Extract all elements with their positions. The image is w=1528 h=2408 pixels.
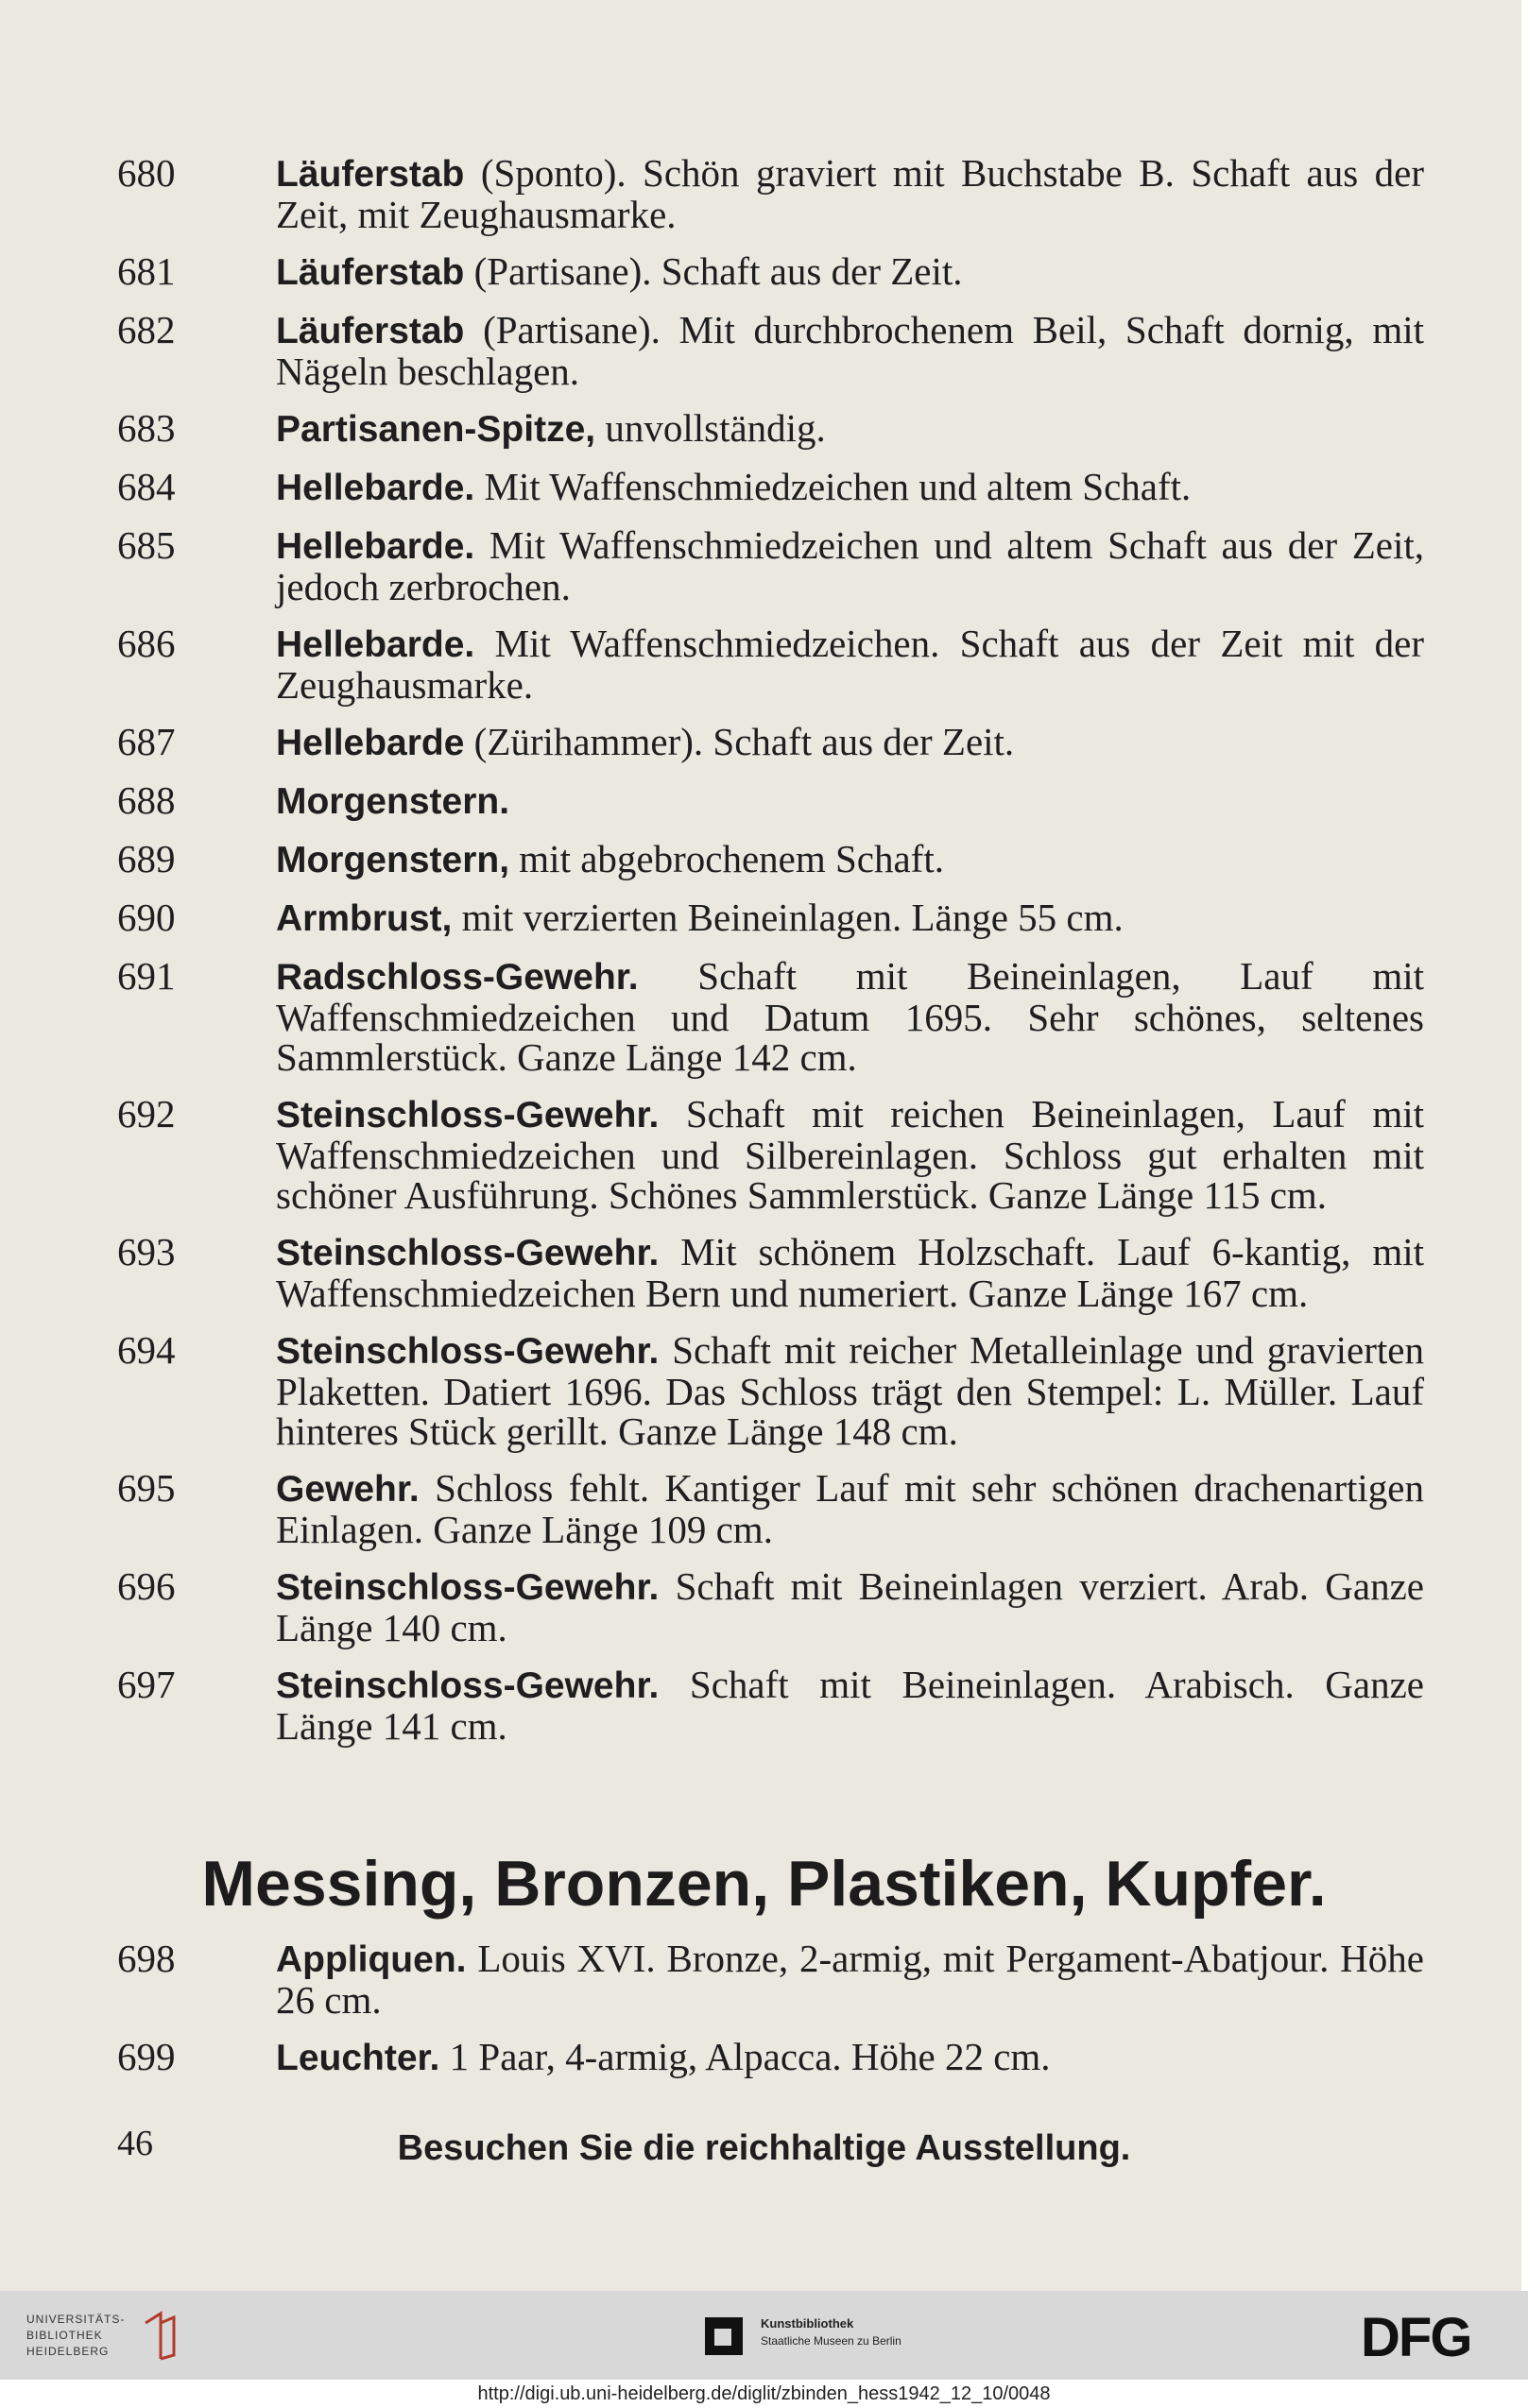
catalog-entry — [0, 467, 1528, 508]
entry-title: Hellebarde — [276, 723, 465, 763]
entry-title: Radschloss-Gewehr. — [276, 957, 639, 998]
catalog-entry — [0, 780, 1528, 822]
entry-description — [276, 251, 1424, 293]
entry-number: 690 — [117, 896, 176, 939]
entry-title: Steinschloss-Gewehr. — [276, 1665, 660, 1706]
entry-text: (Sponto). Schön graviert mit Buchstabe B. Schaft aus der Zeit, mit Zeughausmarke. — [276, 151, 1424, 236]
ub-line-1: UNIVERSITÄTS- — [26, 2313, 126, 2326]
entry-description — [276, 1566, 1424, 1648]
entry-title: Steinschloss-Gewehr. — [276, 1331, 660, 1372]
entry-number: 685 — [117, 523, 176, 567]
digitization-banner — [0, 2291, 1528, 2380]
entry-text: Mit Waffenschmiedzeichen und altem Schaft. — [474, 465, 1192, 508]
entry-description — [276, 1094, 1424, 1215]
entry-description — [276, 525, 1424, 606]
ub-heidelberg-label — [26, 2312, 125, 2360]
entry-number: 697 — [117, 1663, 176, 1706]
entry-title: Steinschloss-Gewehr. — [276, 1095, 660, 1136]
catalog-entry — [0, 525, 1528, 606]
entry-text: Mit schönem Holzschaft. Lauf 6-kantig, mit Waffenschmiedzeichen Bern und numeriert. Ganze Länge 167 cm. — [276, 1230, 1424, 1315]
catalog-entry — [0, 956, 1528, 1077]
entry-number: 693 — [117, 1230, 176, 1273]
page-footer — [0, 2123, 1528, 2170]
entry-text: Schaft mit reicher Metalleinlage und gravierten Plaketten. Datiert 1696. Das Schloss trägt den Stempel: L. Müller. Lauf hinteres Stück gerillt. Ganze Länge 148 cm. — [276, 1328, 1424, 1453]
catalog-entry — [0, 1232, 1528, 1313]
entry-number: 683 — [117, 406, 176, 450]
catalog-entries-2 — [0, 1938, 1528, 2095]
entry-description — [276, 780, 1424, 822]
entry-title: Läuferstab — [276, 252, 465, 293]
entry-title: Morgenstern, — [276, 840, 510, 880]
entry-number: 687 — [117, 720, 176, 763]
entry-description — [276, 408, 1424, 450]
entry-number: 680 — [117, 151, 176, 195]
entry-title: Hellebarde. — [276, 468, 475, 508]
entry-title: Läuferstab — [276, 154, 465, 195]
entry-number: 688 — [117, 778, 176, 822]
catalog-entry — [0, 2037, 1528, 2078]
entry-text: 1 Paar, 4-armig, Alpacca. Höhe 22 cm. — [439, 2035, 1051, 2078]
entry-title: Steinschloss-Gewehr. — [276, 1233, 660, 1273]
entry-text: (Partisane). Schaft aus der Zeit. — [464, 249, 963, 293]
entry-description — [276, 2037, 1424, 2078]
catalog-entry — [0, 310, 1528, 391]
entry-number: 699 — [117, 2035, 176, 2078]
entry-number: 686 — [117, 622, 176, 665]
entry-number: 692 — [117, 1092, 176, 1136]
catalog-entries — [0, 153, 1528, 1763]
catalog-entry — [0, 722, 1528, 763]
catalog-entry — [0, 1468, 1528, 1549]
kb-title: Kunstbibliothek — [761, 2316, 854, 2331]
entry-title: Läuferstab — [276, 311, 465, 351]
entry-description — [276, 1938, 1424, 2020]
entry-number: 682 — [117, 308, 176, 351]
entry-text: Mit Waffenschmiedzeichen und altem Schaft aus der Zeit, jedoch zerbrochen. — [276, 523, 1424, 608]
ub-line-3: HEIDELBERG — [26, 2345, 110, 2358]
dfg-logo: DFG — [1361, 2307, 1471, 2368]
catalog-entry — [0, 623, 1528, 705]
catalog-entry — [0, 408, 1528, 450]
entry-number: 684 — [117, 465, 176, 508]
catalog-entry — [0, 1566, 1528, 1648]
entry-text: Schloss fehlt. Kantiger Lauf mit sehr schönen drachenartigen Einlagen. Ganze Länge 109 cm. — [276, 1466, 1424, 1551]
entry-description — [276, 1468, 1424, 1549]
entry-title: Hellebarde. — [276, 526, 475, 567]
source-url[interactable]: http://digi.ub.uni-heidelberg.de/diglit/zbinden_hess1942_12_10/0048 — [477, 2383, 1051, 2404]
entry-description — [276, 956, 1424, 1077]
catalog-entry — [0, 1094, 1528, 1215]
catalog-entry — [0, 251, 1528, 293]
kunstbibliothek-label — [761, 2315, 901, 2349]
entry-text: Schaft mit Beineinlagen. Arabisch. Ganze Länge 141 cm. — [276, 1663, 1424, 1748]
entry-description — [276, 839, 1424, 880]
entry-description — [276, 1330, 1424, 1451]
entry-text: Schaft mit Beineinlagen verziert. Arab. Ganze Länge 140 cm. — [276, 1564, 1424, 1649]
entry-text: Mit Waffenschmiedzeichen. Schaft aus der Zeit mit der Zeughausmarke. — [276, 622, 1424, 707]
entry-number: 694 — [117, 1328, 176, 1372]
kb-subtitle: Staatliche Museen zu Berlin — [761, 2334, 901, 2348]
catalog-entry — [0, 1330, 1528, 1451]
entry-description — [276, 623, 1424, 705]
entry-number: 681 — [117, 249, 176, 293]
entry-text: mit abgebrochenem Schaft. — [509, 837, 944, 880]
entry-number: 689 — [117, 837, 176, 880]
entry-text: Schaft mit reichen Beineinlagen, Lauf mit Waffenschmiedzeichen und Silbereinlagen. Schloss gut erhalten mit schöner Ausführung. Schönes Sammlerstück. Ganze Länge 115 cm. — [276, 1092, 1424, 1217]
entry-title: Armbrust, — [276, 898, 453, 939]
entry-number: 696 — [117, 1564, 176, 1608]
section-heading: Messing, Bronzen, Plastiken, Kupfer. — [201, 1848, 1327, 1920]
entry-title: Leuchter. — [276, 2038, 440, 2078]
ub-heidelberg-logo-icon — [142, 2310, 180, 2363]
entry-description — [276, 310, 1424, 391]
entry-description — [276, 722, 1424, 763]
entry-description — [276, 153, 1424, 234]
entry-text: unvollständig. — [595, 406, 826, 450]
entry-title: Morgenstern. — [276, 781, 510, 822]
entry-description — [276, 1232, 1424, 1313]
entry-description — [276, 1665, 1424, 1746]
catalog-entry — [0, 897, 1528, 939]
catalog-entry — [0, 1938, 1528, 2020]
entry-number: 691 — [117, 954, 176, 998]
entry-title: Appliquen. — [276, 1939, 467, 1980]
entry-number: 695 — [117, 1466, 176, 1510]
kunstbibliothek-logo-icon — [699, 2312, 748, 2361]
footer-text: Besuchen Sie die reichhaltige Ausstellung. — [397, 2128, 1131, 2168]
entry-description — [276, 897, 1424, 939]
entry-number: 698 — [117, 1937, 176, 1980]
entry-text: Schaft mit Beineinlagen, Lauf mit Waffenschmiedzeichen und Datum 1695. Sehr schönes, seltenes Sammlerstück. Ganze Länge 142 cm. — [276, 954, 1424, 1079]
entry-title: Partisanen-Spitze, — [276, 409, 596, 450]
entry-title: Hellebarde. — [276, 624, 475, 665]
catalog-entry — [0, 1665, 1528, 1746]
page-number: 46 — [117, 2124, 153, 2163]
entry-text: (Partisane). Mit durchbrochenem Beil, Schaft dornig, mit Nägeln beschlagen. — [276, 308, 1424, 393]
entry-text: (Zürihammer). Schaft aus der Zeit. — [464, 720, 1015, 763]
entry-description — [276, 467, 1424, 508]
entry-title: Steinschloss-Gewehr. — [276, 1567, 660, 1608]
catalog-entry — [0, 153, 1528, 234]
ub-line-2: BIBLIOTHEK — [26, 2329, 103, 2342]
entry-text: Louis XVI. Bronze, 2-armig, mit Pergament-Abatjour. Höhe 26 cm. — [276, 1937, 1424, 2022]
catalog-entry — [0, 839, 1528, 880]
entry-title: Gewehr. — [276, 1469, 420, 1510]
entry-text: mit verzierten Beineinlagen. Länge 55 cm. — [452, 896, 1124, 939]
